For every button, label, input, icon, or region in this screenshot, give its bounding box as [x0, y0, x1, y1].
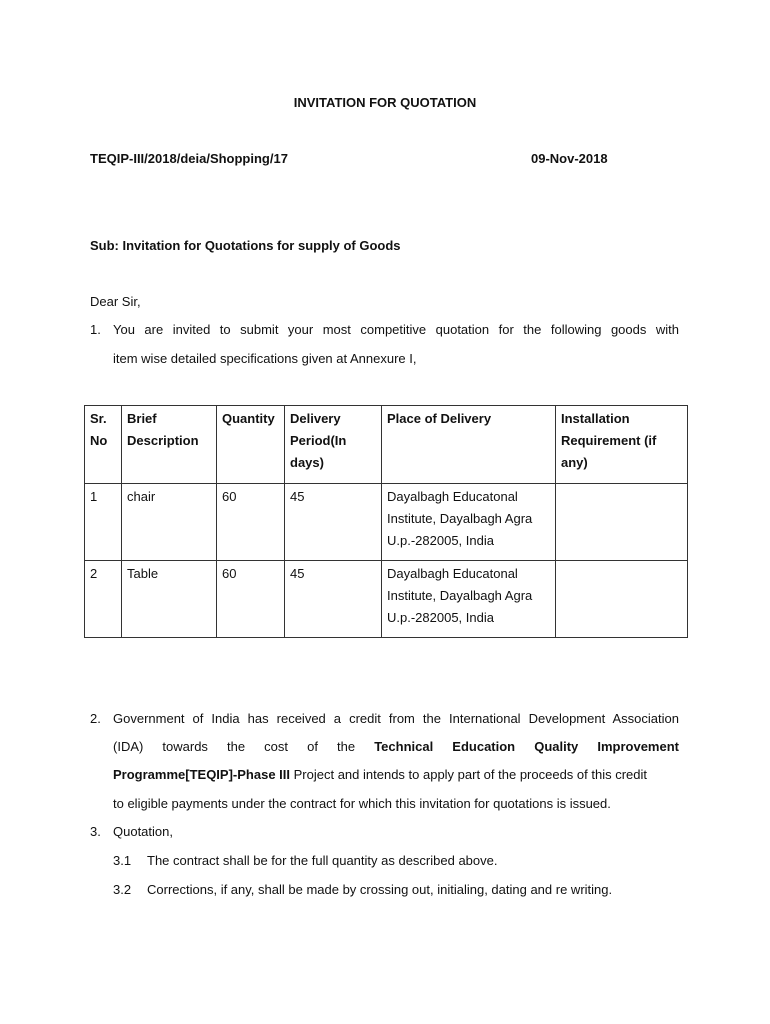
cell-delivery-period: 45 — [285, 561, 382, 638]
header-place-of-delivery: Place of Delivery — [382, 406, 556, 484]
table-header-row — [85, 406, 688, 484]
paragraph-1-line-2: item wise detailed specifications given at Annexure I, — [113, 351, 417, 366]
header-installation-requirement: Installation Requirement (if any) — [556, 406, 688, 484]
header-brief-description: Brief Description — [122, 406, 217, 484]
paragraph-2-line-3 — [113, 767, 679, 782]
document-title: INVITATION FOR QUOTATION — [293, 95, 477, 110]
paragraph-2-line-2 — [113, 739, 679, 754]
paragraph-2-number: 2. — [90, 711, 101, 726]
cell-installation — [556, 484, 688, 561]
reference-number: TEQIP-III/2018/deia/Shopping/17 — [90, 151, 288, 166]
header-quantity: Quantity — [217, 406, 285, 484]
header-sr-no: Sr. No — [85, 406, 122, 484]
cell-installation — [556, 561, 688, 638]
subclause-3-1-text: The contract shall be for the full quantity as described above. — [147, 853, 498, 868]
paragraph-2-line-3-text: Project and intends to apply part of the proceeds of this credit — [293, 767, 647, 782]
paragraph-2-line-1: Government of India has received a credit from the International Development Association — [113, 711, 679, 726]
subject-line: Sub: Invitation for Quotations for supply of Goods — [90, 238, 401, 253]
cell-description: chair — [122, 484, 217, 561]
subclause-3-1-number: 3.1 — [113, 853, 132, 868]
cell-quantity: 60 — [217, 561, 285, 638]
programme-name-part-2: Programme[TEQIP]-Phase III — [113, 767, 290, 782]
cell-sr-no: 2 — [85, 561, 122, 638]
document-date: 09-Nov-2018 — [531, 151, 608, 166]
cell-place-of-delivery: Dayalbagh Educatonal Institute, Dayalbagh Agra U.p.-282005, India — [382, 484, 556, 561]
table-row — [85, 484, 688, 561]
paragraph-3-number: 3. — [90, 824, 101, 839]
cell-quantity: 60 — [217, 484, 285, 561]
cell-place-of-delivery: Dayalbagh Educatonal Institute, Dayalbagh Agra U.p.-282005, India — [382, 561, 556, 638]
subclause-3-2-number: 3.2 — [113, 882, 132, 897]
programme-name-part-1: Technical Education Quality Improvement — [374, 739, 679, 754]
paragraph-3-label: Quotation, — [113, 824, 173, 839]
cell-description: Table — [122, 561, 217, 638]
paragraph-1-number: 1. — [90, 322, 101, 337]
salutation: Dear Sir, — [90, 294, 141, 309]
paragraph-2-line-2-text: (IDA) towards the cost of the — [113, 739, 356, 754]
table-row — [85, 561, 688, 638]
header-delivery-period: Delivery Period(In days) — [285, 406, 382, 484]
goods-table — [84, 405, 688, 638]
cell-delivery-period: 45 — [285, 484, 382, 561]
paragraph-2-line-4: to eligible payments under the contract for which this invitation for quotations is issued. — [113, 796, 611, 811]
subclause-3-2-text: Corrections, if any, shall be made by crossing out, initialing, dating and re writing. — [147, 882, 613, 897]
cell-sr-no: 1 — [85, 484, 122, 561]
paragraph-1-line-1: You are invited to submit your most competitive quotation for the following goods with — [113, 322, 679, 337]
